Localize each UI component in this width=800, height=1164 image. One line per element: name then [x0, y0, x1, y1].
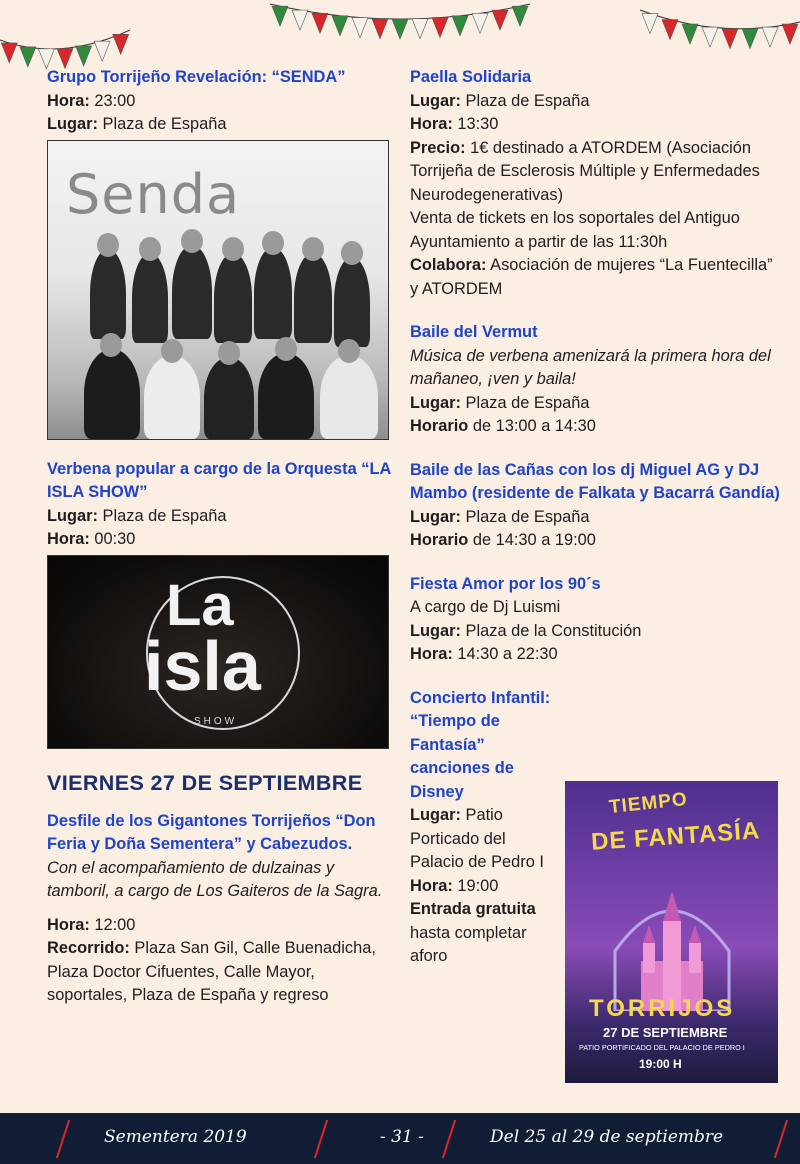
bunting-flag	[332, 16, 348, 36]
bunting-flag	[1, 43, 17, 63]
event-vermut	[410, 321, 782, 439]
event-paella-title: Paella Solidaria	[410, 68, 532, 86]
poster-venue: PATIO PORTIFICADO DEL PALACIO DE PEDRO I	[579, 1043, 745, 1052]
event-paella	[410, 66, 782, 301]
event-noventas-hora: Hora: 14:30 a 22:30	[410, 645, 558, 663]
footer-page-number: - 31 -	[380, 1127, 424, 1147]
bunting-flag	[512, 6, 528, 26]
bunting-flag	[392, 19, 408, 39]
footer-brush-stroke	[442, 1120, 456, 1159]
poster-time: 19:00 H	[639, 1057, 682, 1071]
event-concierto-entrada: Entrada gratuita hasta completar aforo	[410, 900, 536, 965]
senda-logo: Senda	[66, 162, 241, 226]
day-heading: VIERNES 27 DE SEPTIEMBRE	[47, 770, 363, 795]
la-isla-show-logo-image	[47, 555, 389, 749]
event-desfile-title: Desfile de los Gigantones Torrijeños “Don Feria y Doña Sementera” y Cabezudos.	[47, 811, 376, 853]
footer-brush-stroke	[314, 1120, 328, 1159]
castle-illustration	[605, 881, 739, 1011]
event-desfile-hora: Hora: 12:00	[47, 915, 136, 934]
event-verbena	[47, 458, 392, 552]
event-concierto-title: Concierto Infantil: “Tiempo de Fantasía” canciones de Disney	[410, 688, 551, 801]
bunting-flag	[742, 29, 758, 49]
la-isla-logo-show: SHOW	[194, 715, 238, 727]
bunting-flag	[20, 47, 36, 67]
bunting-flag	[642, 14, 658, 34]
la-isla-logo-la: La	[166, 572, 234, 638]
event-senda-hora: Hora: 23:00	[47, 91, 136, 110]
event-paella-lugar: Lugar: Plaza de España	[410, 91, 590, 110]
footer-dates: Del 25 al 29 de septiembre	[490, 1127, 724, 1147]
senda-group-photo	[47, 140, 389, 440]
event-noventas-lugar: Lugar: Plaza de la Constitución	[410, 621, 642, 640]
page-footer	[0, 1113, 800, 1164]
event-concierto	[410, 687, 552, 969]
bunting-flag	[312, 13, 328, 33]
event-concierto-hora: Hora: 19:00	[410, 876, 499, 895]
bunting-flag	[702, 27, 718, 47]
event-senda	[47, 66, 392, 137]
event-verbena-lugar: Lugar: Plaza de España	[47, 506, 227, 525]
bunting-flag	[452, 16, 468, 36]
la-isla-logo-isla: isla	[144, 626, 261, 705]
event-verbena-hora: Hora: 00:30	[47, 530, 136, 548]
bunting-flag	[352, 18, 368, 38]
event-desfile	[47, 810, 392, 1008]
event-noventas	[410, 573, 782, 667]
poster-title-line2: DE FANTASÍA	[590, 817, 761, 856]
bunting-flag	[662, 20, 678, 40]
left-column	[47, 66, 392, 1008]
bunting-flag	[412, 19, 428, 39]
footer-brush-stroke	[774, 1120, 788, 1159]
bunting-flag	[782, 24, 798, 44]
event-vermut-desc: Música de verbena amenizará la primera hora del mañaneo, ¡ven y baila!	[410, 346, 771, 388]
event-noventas-title: Fiesta Amor por los 90´s	[410, 574, 601, 593]
bunting-flag	[682, 24, 698, 44]
bunting-decoration	[0, 0, 800, 70]
event-paella-hora: Hora: 13:30	[410, 115, 499, 133]
bunting-flag	[722, 29, 738, 49]
bunting-flag	[292, 10, 308, 30]
poster-title-line1: TIEMPO	[608, 788, 689, 819]
event-senda-lugar: Lugar: Plaza de España	[47, 115, 227, 133]
poster-town: TORRIJOS	[589, 995, 736, 1022]
event-senda-title: Grupo Torrijeño Revelación: “SENDA”	[47, 68, 346, 86]
event-canas-title: Baile de las Cañas con los dj Miguel AG y DJ Mambo (residente de Falkata y Bacarrá Gandía)	[410, 460, 780, 502]
event-desfile-recorrido: Recorrido: Plaza San Gil, Calle Buenadicha, Plaza Doctor Cifuentes, Calle Mayor, soportales, Plaza de España y regreso	[47, 939, 376, 1004]
event-canas	[410, 459, 782, 553]
event-paella-venta: Venta de tickets en los soportales del Antiguo Ayuntamiento a partir de las 11:30h	[410, 209, 740, 251]
bunting-flag	[94, 41, 110, 61]
event-desfile-desc: Con el acompañamiento de dulzainas y tamboril, a cargo de Los Gaiteros de la Sagra.	[47, 858, 383, 900]
footer-publication: Sementera 2019	[104, 1127, 247, 1147]
bunting-flag	[472, 13, 488, 33]
bunting-flag	[492, 10, 508, 30]
event-canas-horario: Horario de 14:30 a 19:00	[410, 531, 596, 549]
footer-brush-stroke	[56, 1120, 70, 1159]
event-verbena-title: Verbena popular a cargo de la Orquesta “LA ISLA SHOW”	[47, 459, 391, 501]
bunting-flag	[76, 46, 92, 66]
poster-date: 27 DE SEPTIEMBRE	[603, 1025, 728, 1040]
event-concierto-lugar: Lugar: Patio Porticado del Palacio de Pedro I	[410, 806, 544, 871]
event-vermut-title: Baile del Vermut	[410, 323, 538, 341]
event-noventas-cargo: A cargo de Dj Luismi	[410, 598, 561, 616]
event-paella-precio: Precio: 1€ destinado a ATORDEM (Asociación Torrijeña de Esclerosis Múltiple y Enfermedades Neurodegenerativas)	[410, 138, 760, 204]
bunting-flag	[113, 34, 129, 54]
bunting-flag	[432, 18, 448, 38]
tiempo-de-fantasia-poster	[565, 781, 778, 1083]
bunting-flag	[762, 27, 778, 47]
event-paella-colabora: Colabora: Asociación de mujeres “La Fuentecilla” y ATORDEM	[410, 256, 773, 298]
event-vermut-horario: Horario de 13:00 a 14:30	[410, 417, 596, 435]
event-vermut-lugar: Lugar: Plaza de España	[410, 393, 590, 412]
bunting-flag	[272, 6, 288, 26]
bunting-flag	[372, 19, 388, 39]
event-canas-lugar: Lugar: Plaza de España	[410, 507, 590, 526]
